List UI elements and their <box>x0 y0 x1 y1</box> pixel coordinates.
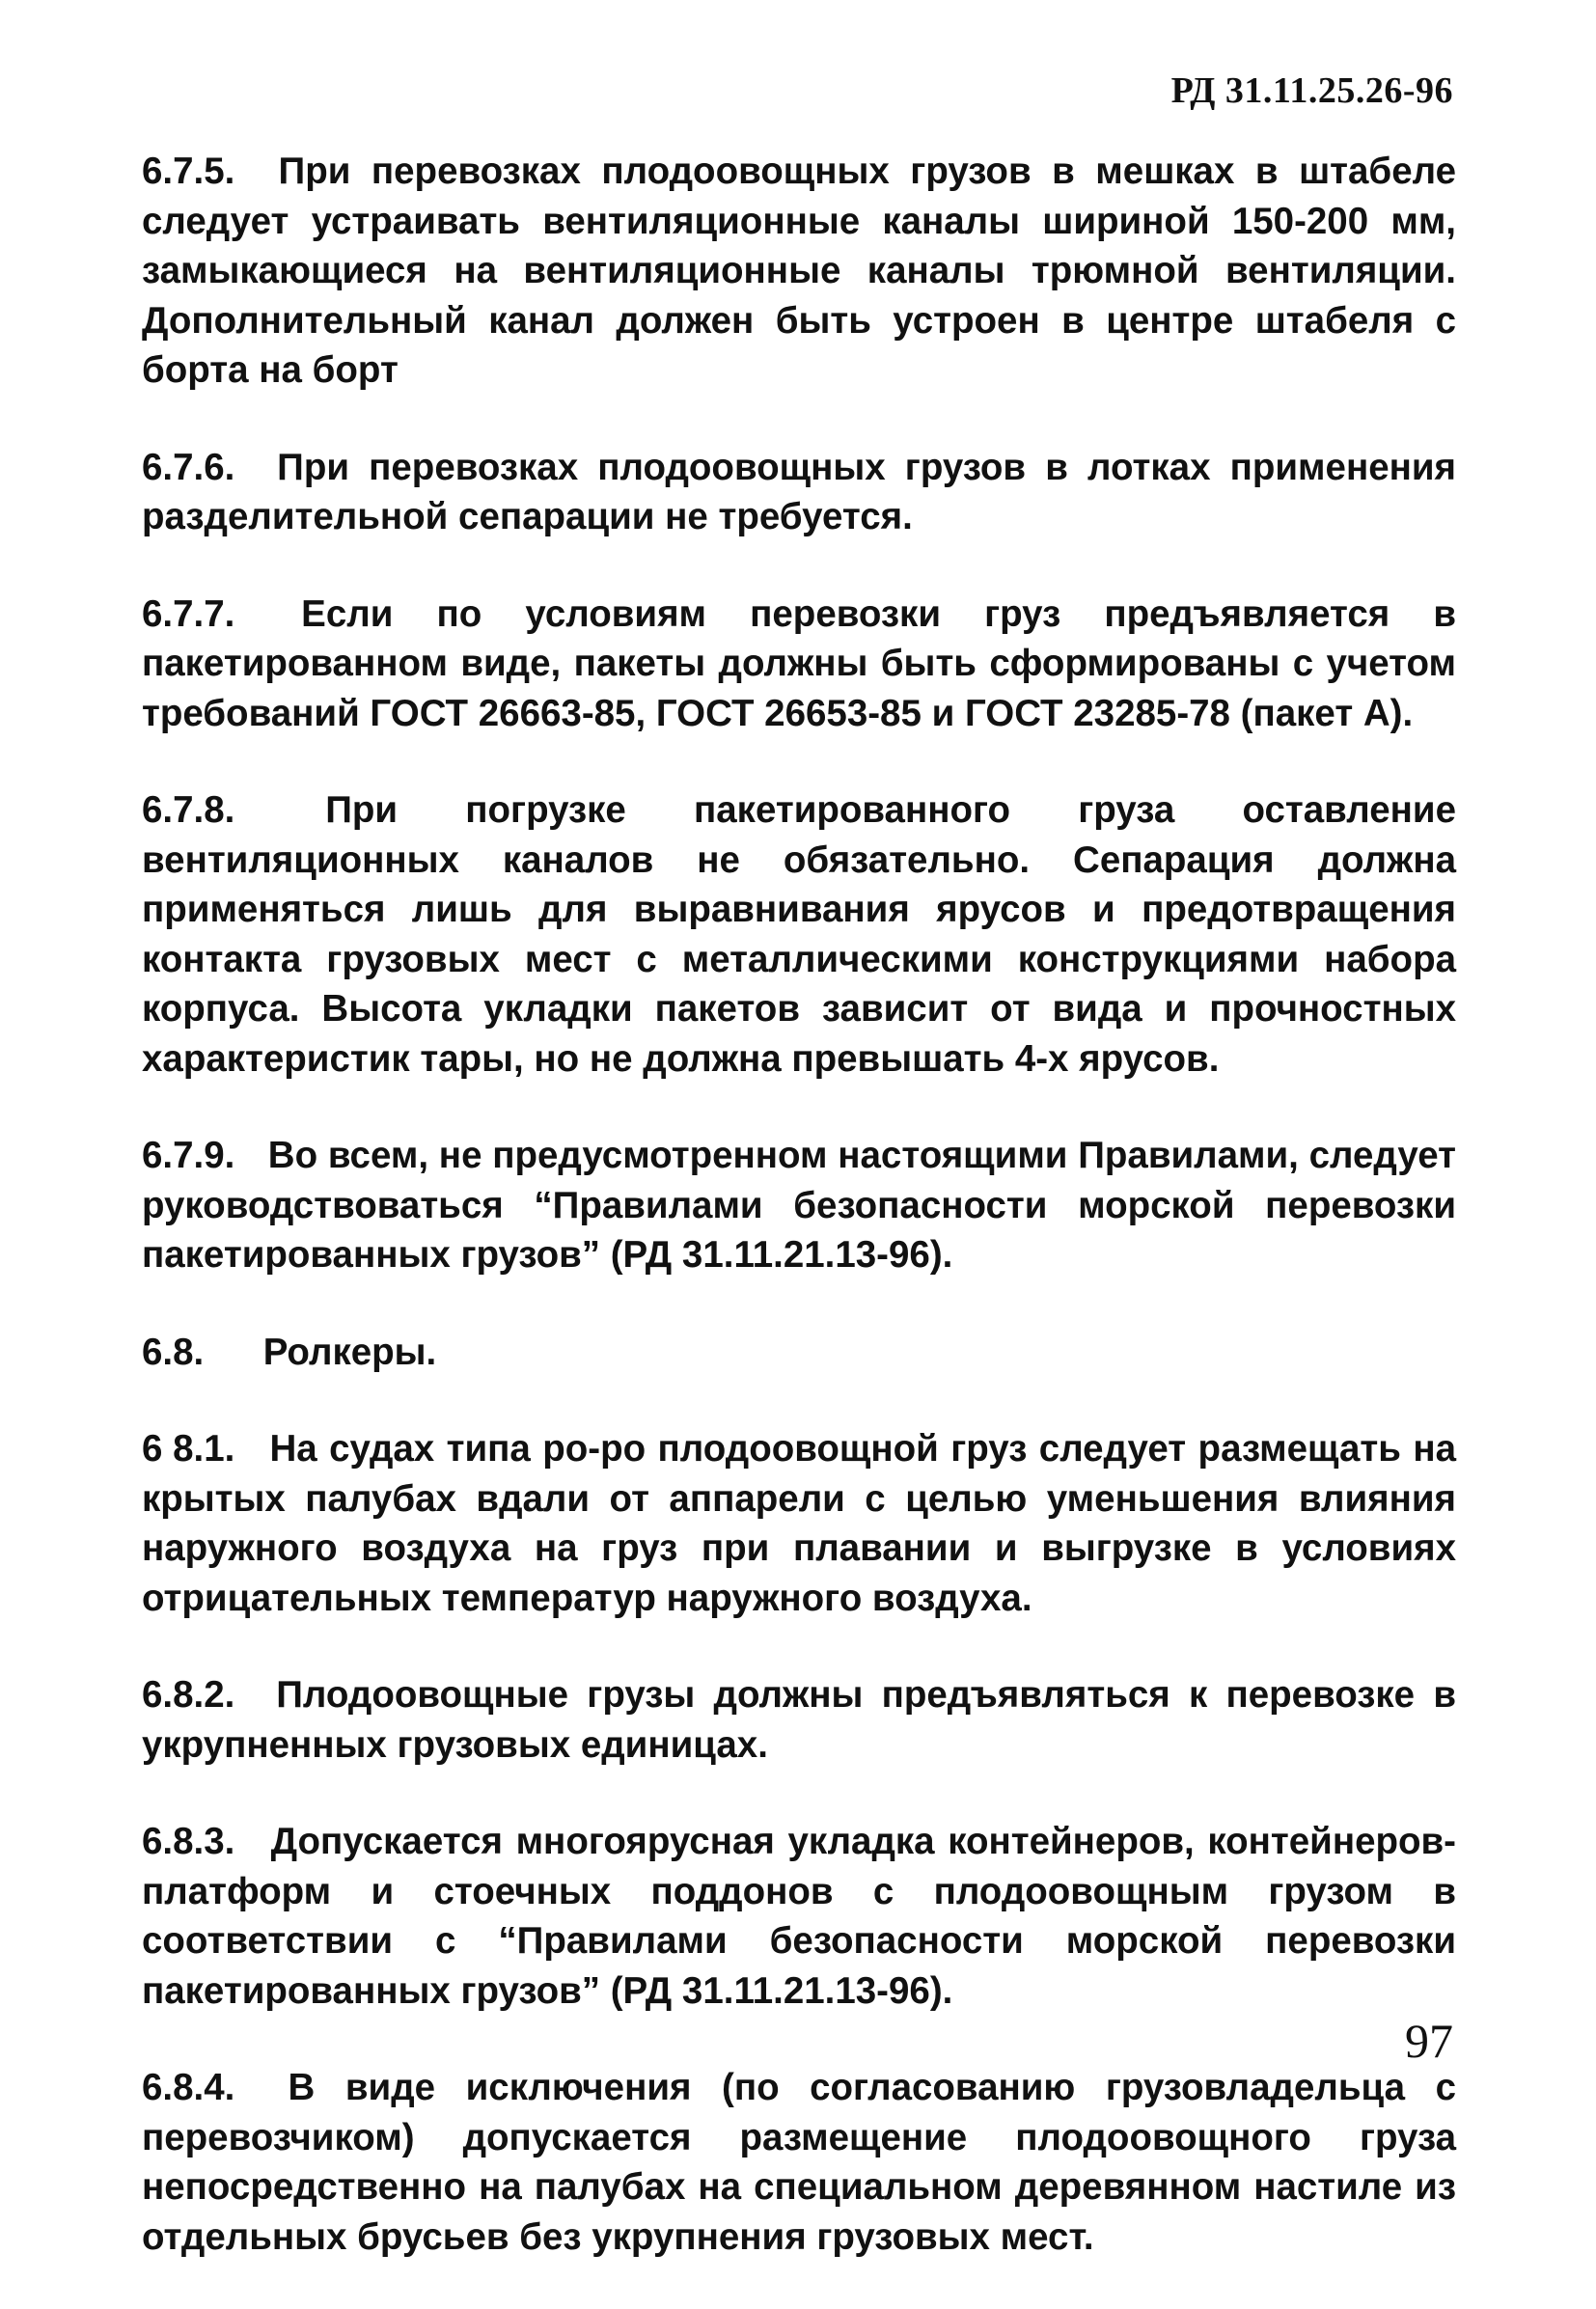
paragraph-6-7-8 <box>142 785 1456 1084</box>
document-body <box>142 147 1456 2309</box>
paragraph-text: В виде исключения (по согласованию грузовладельца с перевозчиком) допускается размещение плодоовощного груза непосредственно на палубах на специальном деревянном настиле из отдельных брусьев без укрупнения грузовых мест. <box>142 2067 1456 2258</box>
paragraph-number: 6.8.3. <box>142 1821 235 1862</box>
paragraph-number: 6.7.5. <box>142 151 235 192</box>
paragraph-6-8-2 <box>142 1670 1456 1770</box>
page-number: 97 <box>1405 2014 1453 2068</box>
paragraph-number: 6.7.8. <box>142 789 235 831</box>
paragraph-6-8-4 <box>142 2063 1456 2262</box>
paragraph-6-7-9 <box>142 1131 1456 1280</box>
paragraph-number: 6.8.2. <box>142 1674 235 1716</box>
paragraph-text: При погрузке пакетированного груза оставление вентиляционных каналов не обязательно. Сепарация должна применяться лишь для выравнивания ярусов и предотвращения контакта грузовых мест с металлическими конструкциями набора корпуса. Высота укладки пакетов зависит от вида и прочностных характеристик тары, но не должна превышать 4-х ярусов. <box>142 789 1456 1080</box>
paragraph-number: 6.7.9. <box>142 1135 235 1176</box>
paragraph-6-8-3 <box>142 1817 1456 2016</box>
paragraph-number: 6.8.4. <box>142 2067 235 2108</box>
paragraph-6-7-5 <box>142 147 1456 396</box>
paragraph-number: 6.7.7. <box>142 592 235 635</box>
paragraph-text: При перевозках плодоовощных грузов в мешках в штабеле следует устраивать вентиляционные каналы шириной 150-200 мм, замыкающиеся на вентиляционные каналы трюмной вентиляции. Дополнительный канал должен быть устроен в центре штабеля с борта на борт <box>142 151 1456 391</box>
paragraph-text: Если по условиям перевозки груз предъявляется в пакетированном виде, пакеты должны быть сформированы с учетом требований ГОСТ 26663-85, ГОСТ 26653-85 и ГОСТ 23285-78 (пакет А). <box>142 592 1456 734</box>
paragraph-number: 6 8.1. <box>142 1428 235 1470</box>
paragraph-text: При перевозках плодоовощных грузов в лотках применения разделительной сепарации не требуется. <box>142 446 1456 537</box>
paragraph-number: 6.7.6. <box>142 446 235 488</box>
document-code: РД 31.11.25.26-96 <box>1170 70 1453 111</box>
paragraph-6-7-7 <box>142 590 1456 739</box>
section-number: 6.8. <box>142 1331 205 1373</box>
paragraph-text: Допускается многоярусная укладка контейнеров, контейнеров-платформ и стоечных поддонов с плодоовощным грузом в соответствии с “Правилами безопасности морской перевозки пакетированных грузов” (РД 31.11.21.13-96). <box>142 1821 1457 2012</box>
paragraph-6-7-6 <box>142 443 1456 542</box>
paragraph-text: Плодоовощные грузы должны предъявляться к перевозке в укрупненных грузовых единицах. <box>142 1674 1456 1766</box>
paragraph-text: Во всем, не предусмотренном настоящими Правилами, следует руководствоваться “Правилами безопасности морской перевозки пакетированных грузов” (РД 31.11.21.13-96). <box>142 1135 1456 1276</box>
paragraph-text: На судах типа ро-ро плодоовощной груз следует размещать на крытых палубах вдали от аппарели с целью уменьшения влияния наружного воздуха на груз при плавании и выгрузке в условиях отрицательных температур наружного воздуха. <box>142 1428 1456 1619</box>
paragraph-6-8-1 <box>142 1424 1456 1623</box>
section-heading-6-8 <box>142 1328 1456 1378</box>
section-title: Ролкеры. <box>262 1331 437 1373</box>
